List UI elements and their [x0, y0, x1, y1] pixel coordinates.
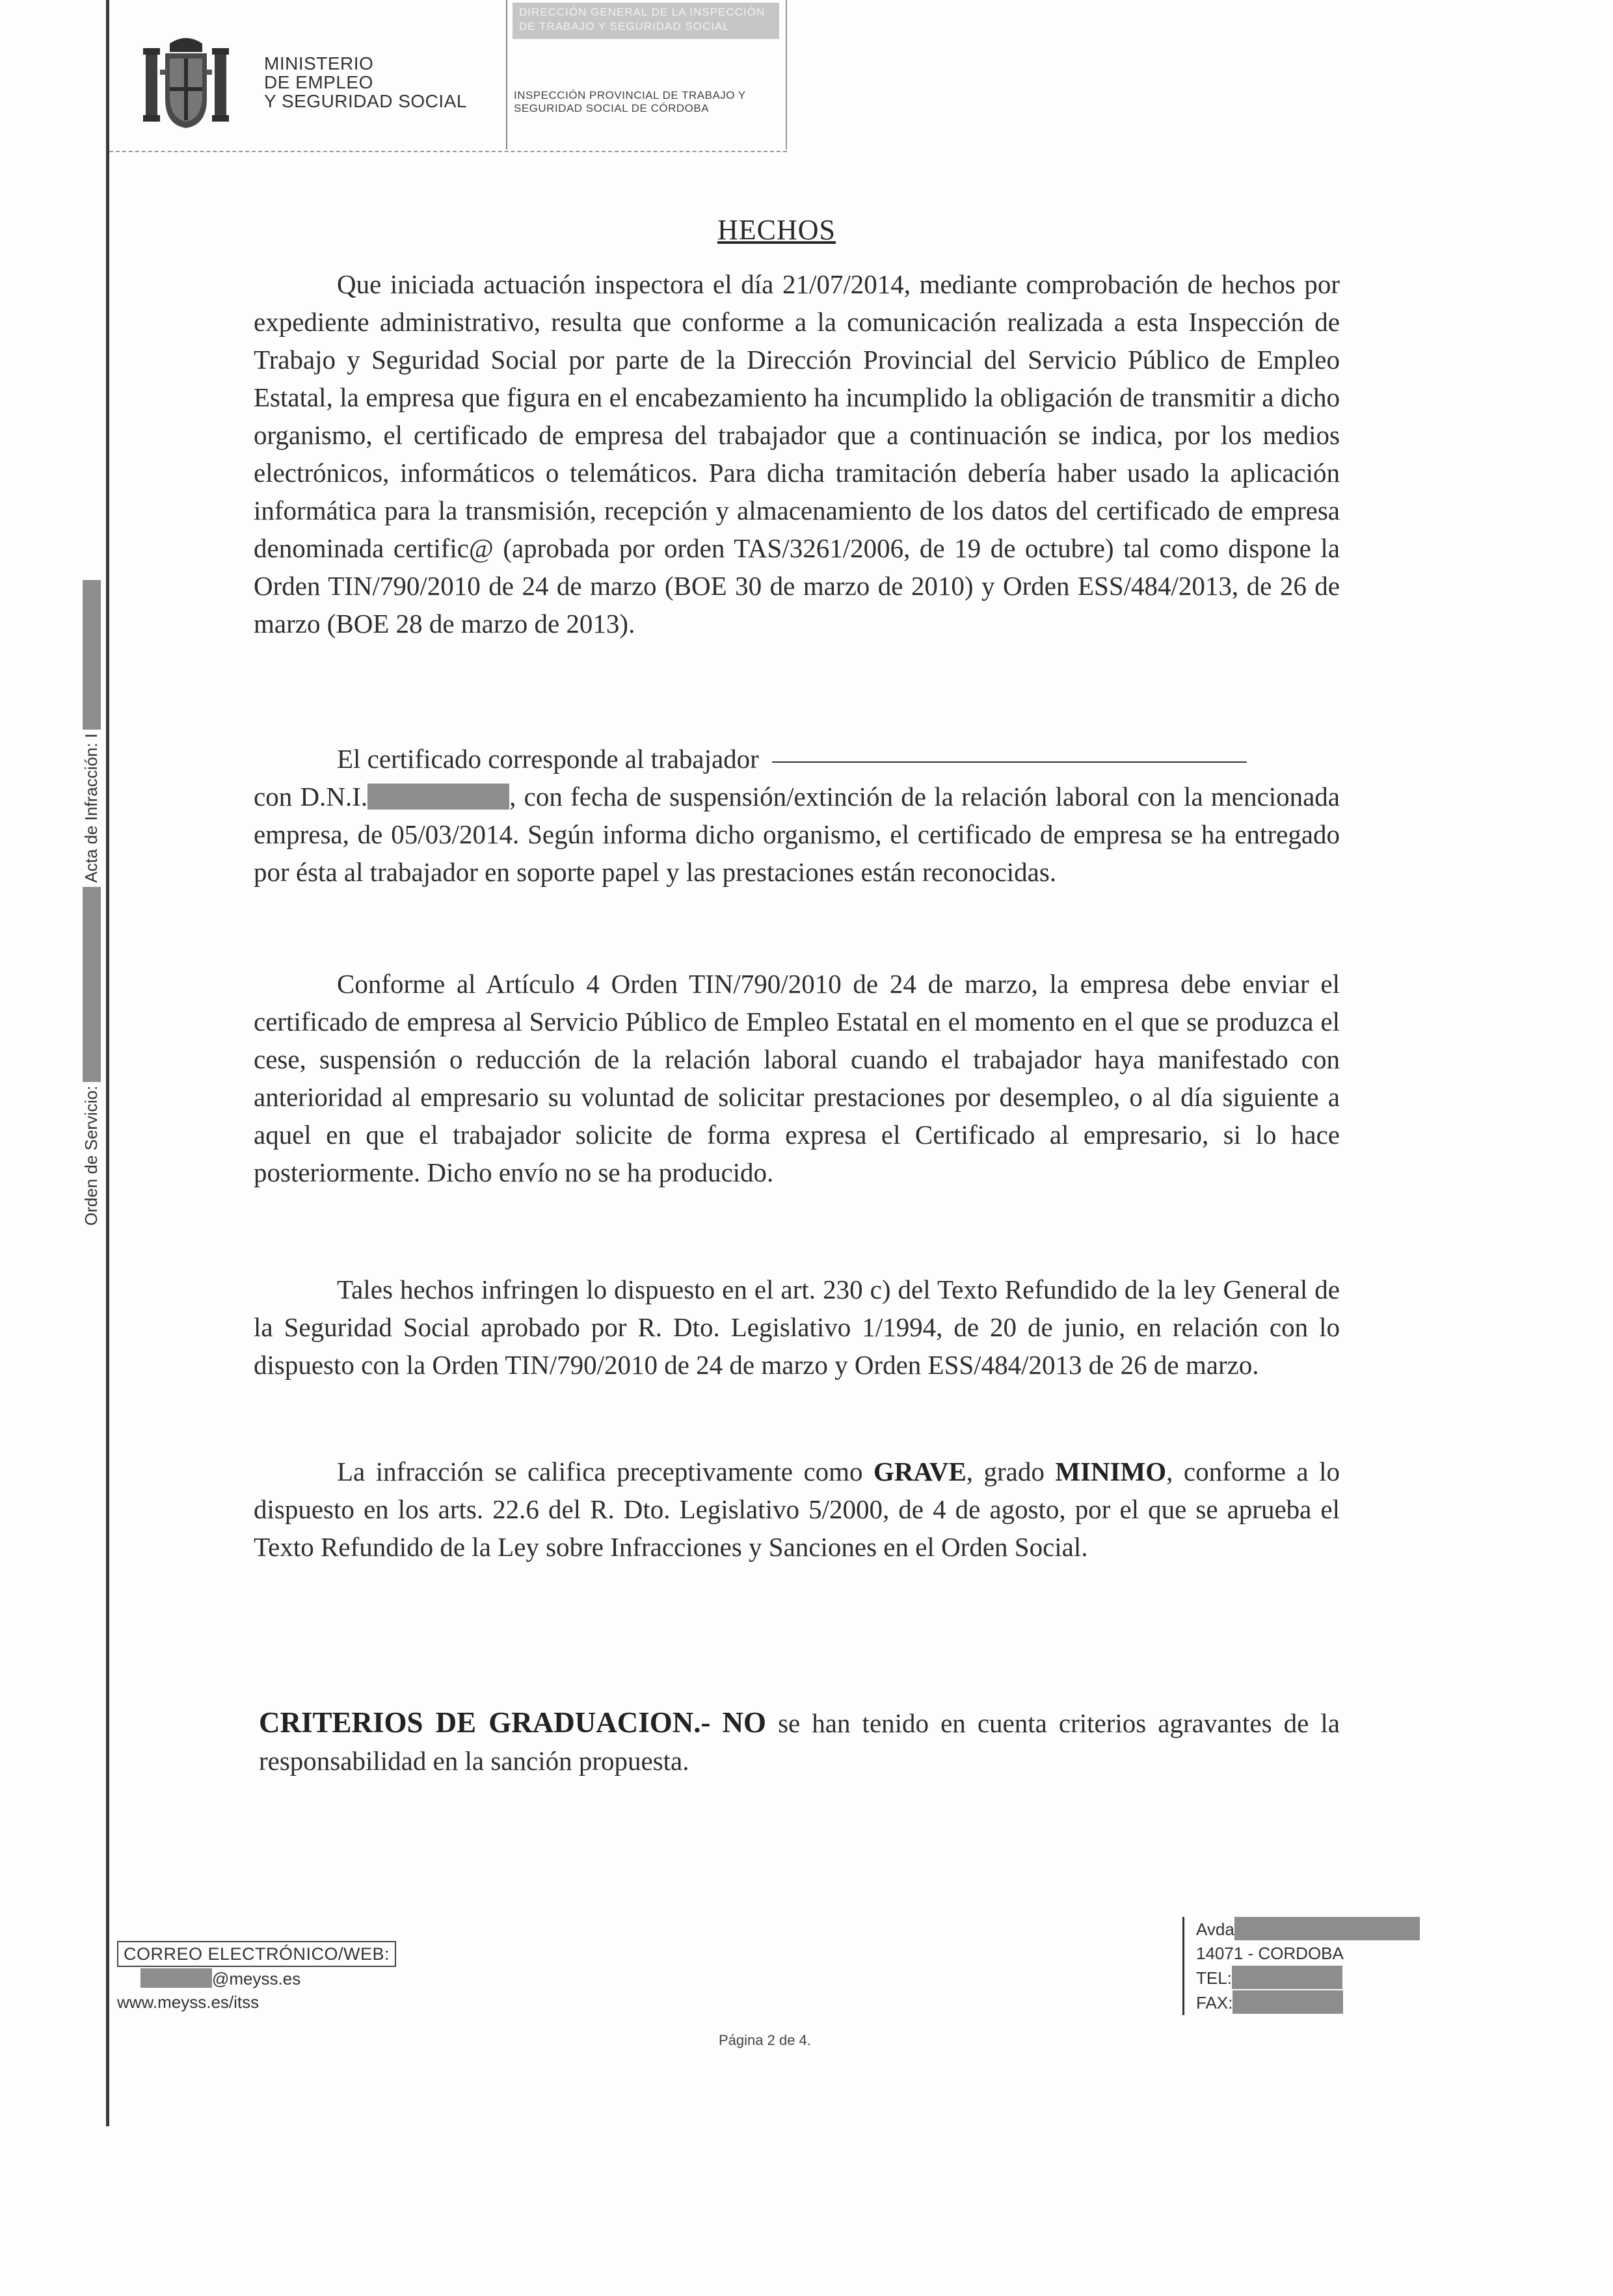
- worker-text: [254, 740, 1340, 891]
- order-label: Orden de Servicio:: [81, 1085, 101, 1226]
- paragraph-infringement: [254, 1271, 1340, 1384]
- fax-label: FAX:: [1196, 1993, 1233, 2012]
- header-divider: [506, 0, 507, 150]
- redacted-order: [83, 887, 101, 1082]
- criteria-rest: se han tenido en cuenta criterios agravantes de la responsabilidad en la sanción propuesta.: [259, 1708, 1340, 1776]
- paragraph-article: [254, 965, 1340, 1191]
- coat-of-arms-icon: [140, 34, 232, 131]
- paragraph-qualification: [254, 1453, 1340, 1566]
- dni-label: con D.N.I.: [254, 782, 368, 812]
- criteria-text: [259, 1704, 1340, 1780]
- article-text: Conforme al Artículo 4 Orden TIN/790/2010 de 24 de marzo, la empresa debe enviar el certificado de empresa al Servicio Público de Empleo Estatal en el momento en el que se produzca el cese, suspensión o reducción de la relación laboral cuando el trabajador haya manifestado con anterioridad al empresario su voluntad de solicitar prestaciones por desempleo, o al día siguiente a aquel en que el trabajador solicite de forma expresa el Certificado al empresario, si lo hace posteriormente. Dicho envío no se ha producido.: [254, 969, 1340, 1187]
- website-link[interactable]: www.meyss.es/itss: [117, 1992, 260, 2012]
- document-header: [109, 0, 792, 156]
- qualification-text: [254, 1453, 1340, 1566]
- worker-intro: El certificado corresponde al trabajador: [337, 744, 759, 774]
- page-number: Página 2 de 4.: [719, 2032, 811, 2048]
- footer-contact: [117, 1941, 396, 2014]
- email-domain: @meyss.es: [212, 1969, 301, 1988]
- grade-minimo: MINIMO: [1055, 1457, 1167, 1486]
- ministry-line-1: MINISTERIO: [264, 53, 374, 73]
- criteria-heading: CRITERIOS DE GRADUACION.-: [259, 1706, 711, 1739]
- facts-text: Que iniciada actuación inspectora el día 21/07/2014, mediante comprobación de hechos por expediente administrativo, resulta que conforme a la comunicación realizada a esta Inspección de Trabajo y Seguridad Social por parte de la Dirección Provincial del Servicio Público de Empleo Estatal, la empresa que figura en el encabezamiento ha incumplido la obligación de transmitir a dicho organismo, el certificado de empresa del trabajador que a continuación se indica, por los medios electrónicos, informáticos o telemáticos. Para dicha tramitación debería haber usado la aplicación informática para la transmisión, recepción y almacenamiento de los datos del certificado de empresa denominada certific@ (aprobada por orden TAS/3261/2006, de 19 de octubre) tal como dispone la Orden TIN/790/2010 de 24 de marzo (BOE 30 de marzo de 2010) y Orden ESS/484/2013, de 26 de marzo (BOE 28 de marzo de 2013).: [254, 269, 1340, 639]
- provincial-inspection: [514, 89, 746, 115]
- stamp-line-2: DE TRABAJO Y SEGURIDAD SOCIAL: [519, 20, 730, 33]
- stamp-line-1: DIRECCIÓN GENERAL DE LA INSPECCIÓN: [519, 6, 766, 18]
- address-prefix: Avda: [1196, 1920, 1234, 1939]
- paragraph-facts: [254, 265, 1340, 642]
- act-label: Acta de Infracción: I: [81, 733, 101, 883]
- redacted-act: [83, 580, 101, 730]
- worker-name-line: [772, 761, 1247, 763]
- header-bottom-rule: [109, 151, 787, 152]
- city: 14071 - CORDOBA: [1196, 1944, 1344, 1963]
- paragraph-criteria: [259, 1704, 1340, 1780]
- ministry-name: [264, 54, 467, 111]
- header-right-border: [786, 0, 787, 150]
- footer-address: [1182, 1917, 1420, 2015]
- tel-label: TEL:: [1196, 1968, 1232, 1988]
- email-web-label: CORREO ELECTRÓNICO/WEB:: [117, 1941, 396, 1967]
- redacted-email-user: [140, 1968, 212, 1988]
- redacted-dni: [367, 784, 509, 810]
- vertical-sidebar: [46, 706, 104, 1226]
- infringement-text: Tales hechos infringen lo dispuesto en el art. 230 c) del Texto Refundido de la ley General de la Seguridad Social aprobado por R. Dto. Legislativo 1/1994, de 20 de junio, en relación con lo dispuesto con la Orden TIN/790/2010 de 24 de marzo y Orden ESS/484/2013 de 26 de marzo.: [254, 1274, 1340, 1380]
- ministry-line-3: Y SEGURIDAD SOCIAL: [264, 91, 467, 111]
- left-margin-line: [106, 0, 109, 2126]
- paragraph-worker: [254, 740, 1340, 891]
- directorate-stamp: [513, 3, 779, 39]
- grade-label: , grado: [966, 1457, 1056, 1486]
- ministry-line-2: DE EMPLEO: [264, 72, 373, 92]
- worker-details: , con fecha de suspensión/extinción de la relación laboral con la mencionada empresa, de 05/03/2014. Según informa dicho organismo, el certificado de empresa se ha entregado por ésta al trabajador en soporte papel y las prestaciones están reconocidas.: [254, 782, 1340, 887]
- inspection-line-2: SEGURIDAD SOCIAL DE CÓRDOBA: [514, 102, 710, 114]
- redacted-address: [1234, 1917, 1420, 1940]
- qualification-intro: La infracción se califica preceptivamente como: [337, 1457, 874, 1486]
- inspection-line-1: INSPECCIÓN PROVINCIAL DE TRABAJO Y: [514, 89, 746, 101]
- qualification-rest: , conforme a lo dispuesto en los arts. 22.6 del R. Dto. Legislativo 5/2000, de 4 de agosto, por el que se aprueba el Texto Refundido de la Ley sobre Infracciones y Sanciones en el Orden Social.: [254, 1457, 1340, 1562]
- redacted-tel: [1232, 1966, 1342, 1989]
- criteria-no: NO: [722, 1706, 767, 1739]
- section-title: HECHOS: [717, 214, 836, 246]
- severity-grave: GRAVE: [873, 1457, 966, 1486]
- redacted-fax: [1233, 1990, 1343, 2014]
